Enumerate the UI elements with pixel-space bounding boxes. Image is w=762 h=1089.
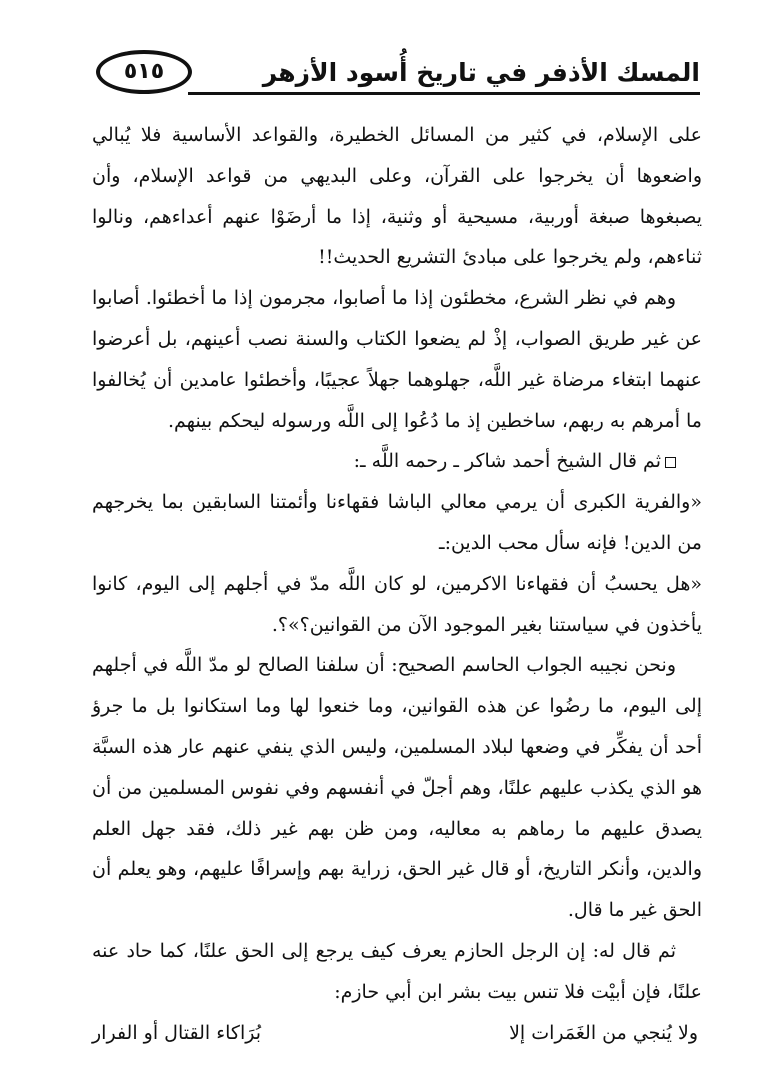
page-header: [96, 50, 700, 100]
verse-first-hemistich: ولا يُنجي من الغَمَرات إلا: [509, 1021, 698, 1044]
body-text: [92, 115, 702, 1053]
square-bullet-icon: [665, 457, 676, 468]
page-number-oval: [96, 50, 192, 94]
paragraph-5: «هل يحسبُ أن فقهاءنا الاكرمين، لو كان اللَّه مدّ في أجلهم إلى اليوم، كانوا يأخذون في سياستنا بغير الموجود الآن من القوانين؟»؟.: [92, 572, 702, 636]
paragraph-4: «والفرية الكبرى أن يرمي معالي الباشا فقهاءنا وأئمتنا السابقين بما يخرجهم من الدين! فإنه سأل محب الدين:ـ: [92, 491, 702, 554]
paragraph-3-text: ثم قال الشيخ أحمد شاكر ـ رحمه اللَّه ـ:: [353, 450, 661, 473]
paragraph-2: وهم في نظر الشرع، مخطئون إذا ما أصابوا، مجرمون إذا ما أخطئوا. أصابوا عن غير طريق الصواب، إذْ لم يضعوا الكتاب والسنة نصب أعينهم، بل أعرضوا عنهما ابتغاء مرضاة غير اللَّه، جهلوهما جهلاً عجيبًا، وأخطئوا عامدين أن يُخالفوا ما أمرهم به ربهم، ساخطين إذ ما دُعُوا إلى اللَّه ورسوله ليحكم بينهم.: [92, 287, 702, 432]
paragraph-7: ثم قال له: إن الرجل الحازم يعرف كيف يرجع إلى الحق علنًا، كما حاد عنه علنًا، فإن أبيْت فلا تنس بيت بشر ابن أبي حازم:: [92, 939, 702, 1003]
paragraph-6: ونحن نجيبه الجواب الحاسم الصحيح: أن سلفنا الصالح لو مدّ اللَّه في أجلهم إلى اليوم، ما رضُوا عن هذه القوانين، وما خنعوا لها وما استكانوا بل ما جرؤ أحد أن يفكِّر في وضعها لبلاد المسلمين، وليس الذي ينفي عنهم عار هذه السبَّة هو الذي يكذب عليهم علنًا، وهم أجلّ في أنفسهم وفي نفوس المسلمين من أن يصدق عليهم ما رماهم به معاليه، ومن ظن بهم غير ذلك، فقد جهل العلم والدين، وأنكر التاريخ، أو قال غير الحق، زراية بهم وإسرافًا عليهم، وهو يعلم أن الحق غير ما قال.: [92, 654, 702, 922]
book-title: المسك الأذفر في تاريخ أُسود الأزهر: [262, 58, 700, 87]
header-rule: [188, 92, 700, 95]
paragraph-1: على الإسلام، في كثير من المسائل الخطيرة، والقواعد الأساسية فلا يُبالي واضعوها أن يخرجوا على القرآن، وعلى البديهي من قواعد الإسلام، وأن يصبغوها صبغة أوربية، مسيحية أو وثنية، إذا ما أرضَوْا عنهم أعداءهم، ونالوا ثناءهم، ولم يخرجوا على مبادئ التشريع الحديث!!: [92, 124, 702, 269]
verse-second-hemistich: بُرَاكاء القتال أو الفرار: [92, 1021, 262, 1044]
page-number: ٥١٥: [123, 59, 165, 84]
paragraph-3: [92, 441, 702, 482]
poetry-verse: [92, 1013, 702, 1054]
